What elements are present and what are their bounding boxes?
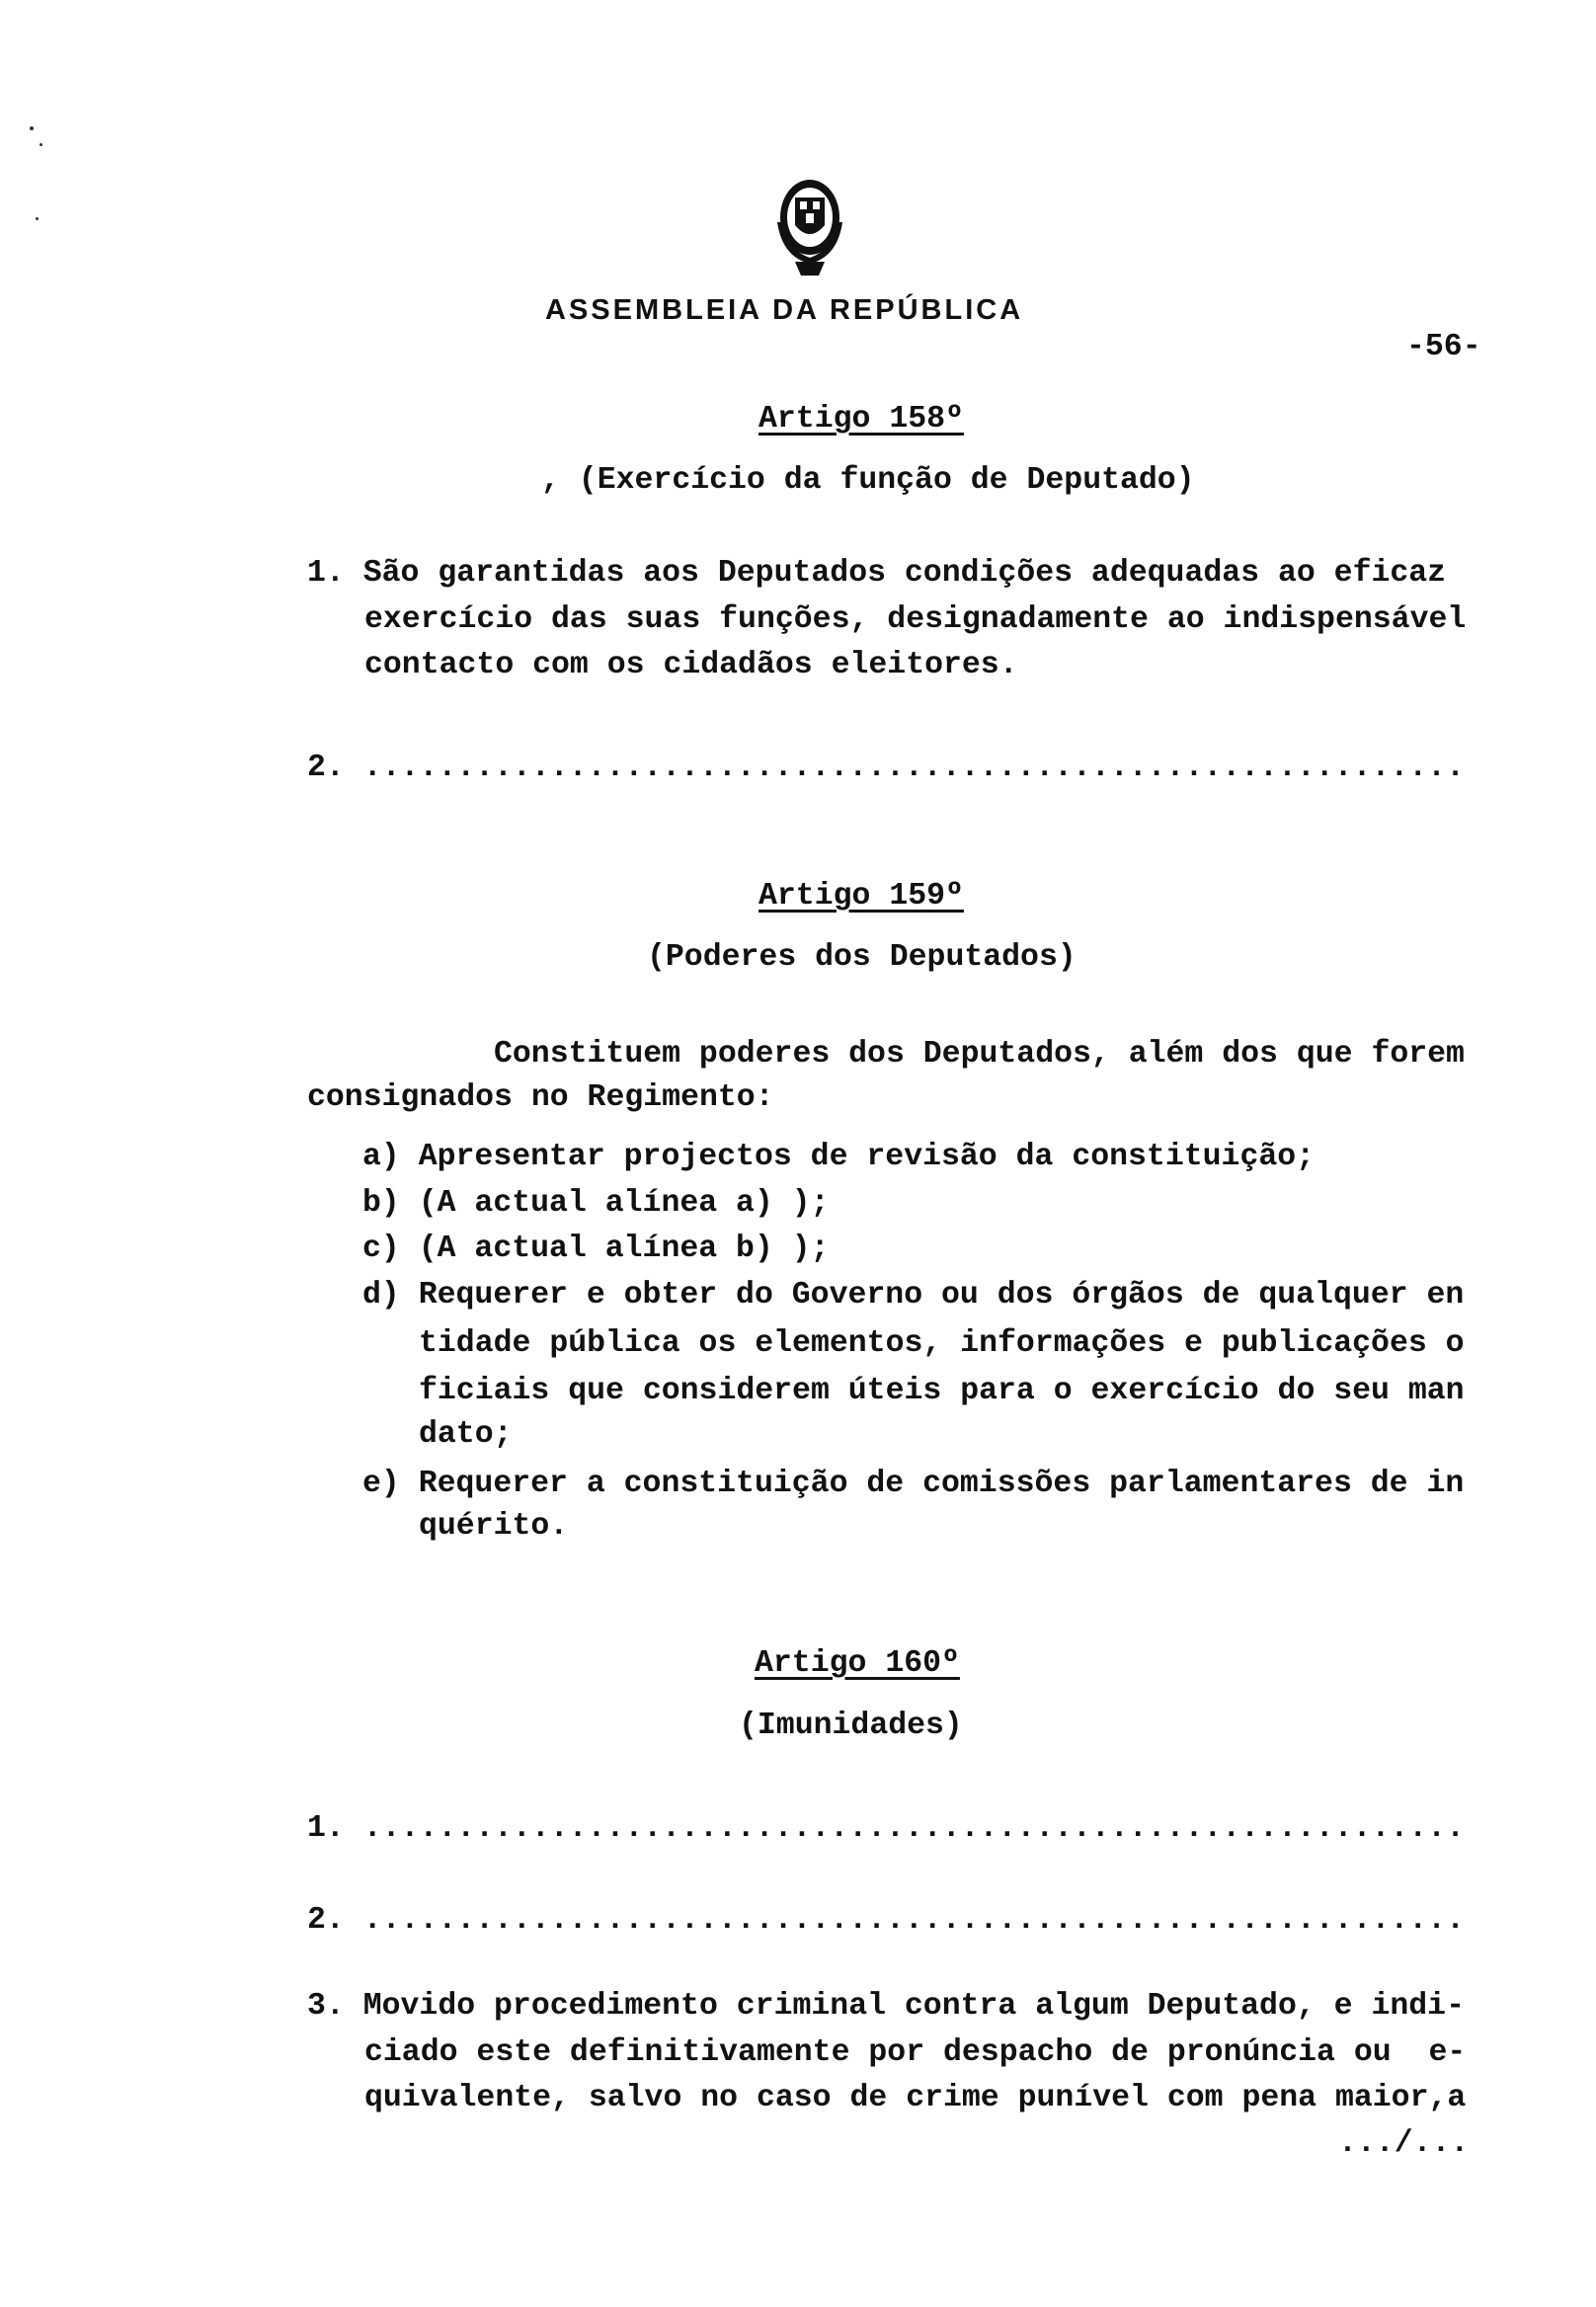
text-line: 2. ........................................................... bbox=[307, 1903, 1465, 1938]
article-158-subtitle: , (Exercício da função de Deputado) bbox=[541, 463, 1195, 498]
text-line: dato; bbox=[419, 1417, 513, 1452]
page-number: -56- bbox=[1406, 330, 1481, 364]
text-line: contacto com os cidadãos eleitores. bbox=[364, 648, 1018, 682]
institution-header: ASSEMBLEIA DA REPÚBLICA bbox=[545, 294, 1024, 326]
coat-of-arms-logo bbox=[765, 168, 854, 286]
article-160-title: Artigo 160º bbox=[755, 1646, 960, 1681]
text-line: d) Requerer e obter do Governo ou dos órgãos de qualquer en bbox=[362, 1278, 1465, 1313]
text-line: 3. Movido procedimento criminal contra algum Deputado, e indi- bbox=[307, 1989, 1465, 2024]
text-line: e) Requerer a constituição de comissões parlamentares de in bbox=[362, 1467, 1465, 1501]
text-line: a) Apresentar projectos de revisão da constituição; bbox=[362, 1140, 1316, 1174]
text-line: quivalente, salvo no caso de crime punível com pena maior,a bbox=[364, 2081, 1467, 2115]
article-158-title: Artigo 158º bbox=[758, 402, 964, 437]
text-line: 1. ........................................................... bbox=[307, 1811, 1465, 1846]
text-line: tidade pública os elementos, informações e publicações o bbox=[419, 1326, 1465, 1361]
text-line: exercício das suas funções, designadamente ao indispensável bbox=[364, 602, 1467, 637]
text-line: quérito. bbox=[419, 1509, 569, 1544]
article-159-title: Artigo 159º bbox=[758, 879, 964, 914]
text-line: consignados no Regimento: bbox=[307, 1080, 774, 1115]
text-line: Constituem poderes dos Deputados, além dos que forem bbox=[494, 1037, 1465, 1072]
article-159-subtitle: (Poderes dos Deputados) bbox=[647, 940, 1077, 975]
text-line: c) (A actual alínea b) ); bbox=[362, 1232, 830, 1266]
text-line: .../... bbox=[1338, 2126, 1470, 2161]
text-line: ficiais que considerem úteis para o exercício do seu man bbox=[419, 1374, 1465, 1408]
text-line: b) (A actual alínea a) ); bbox=[362, 1186, 830, 1221]
text-line: ciado este definitivamente por despacho de pronúncia ou e- bbox=[364, 2035, 1467, 2070]
text-line: 1. São garantidas aos Deputados condições adequadas ao eficaz bbox=[307, 556, 1447, 591]
text-line: 2. ........................................................... bbox=[307, 751, 1465, 785]
article-160-subtitle: (Imunidades) bbox=[739, 1709, 963, 1743]
